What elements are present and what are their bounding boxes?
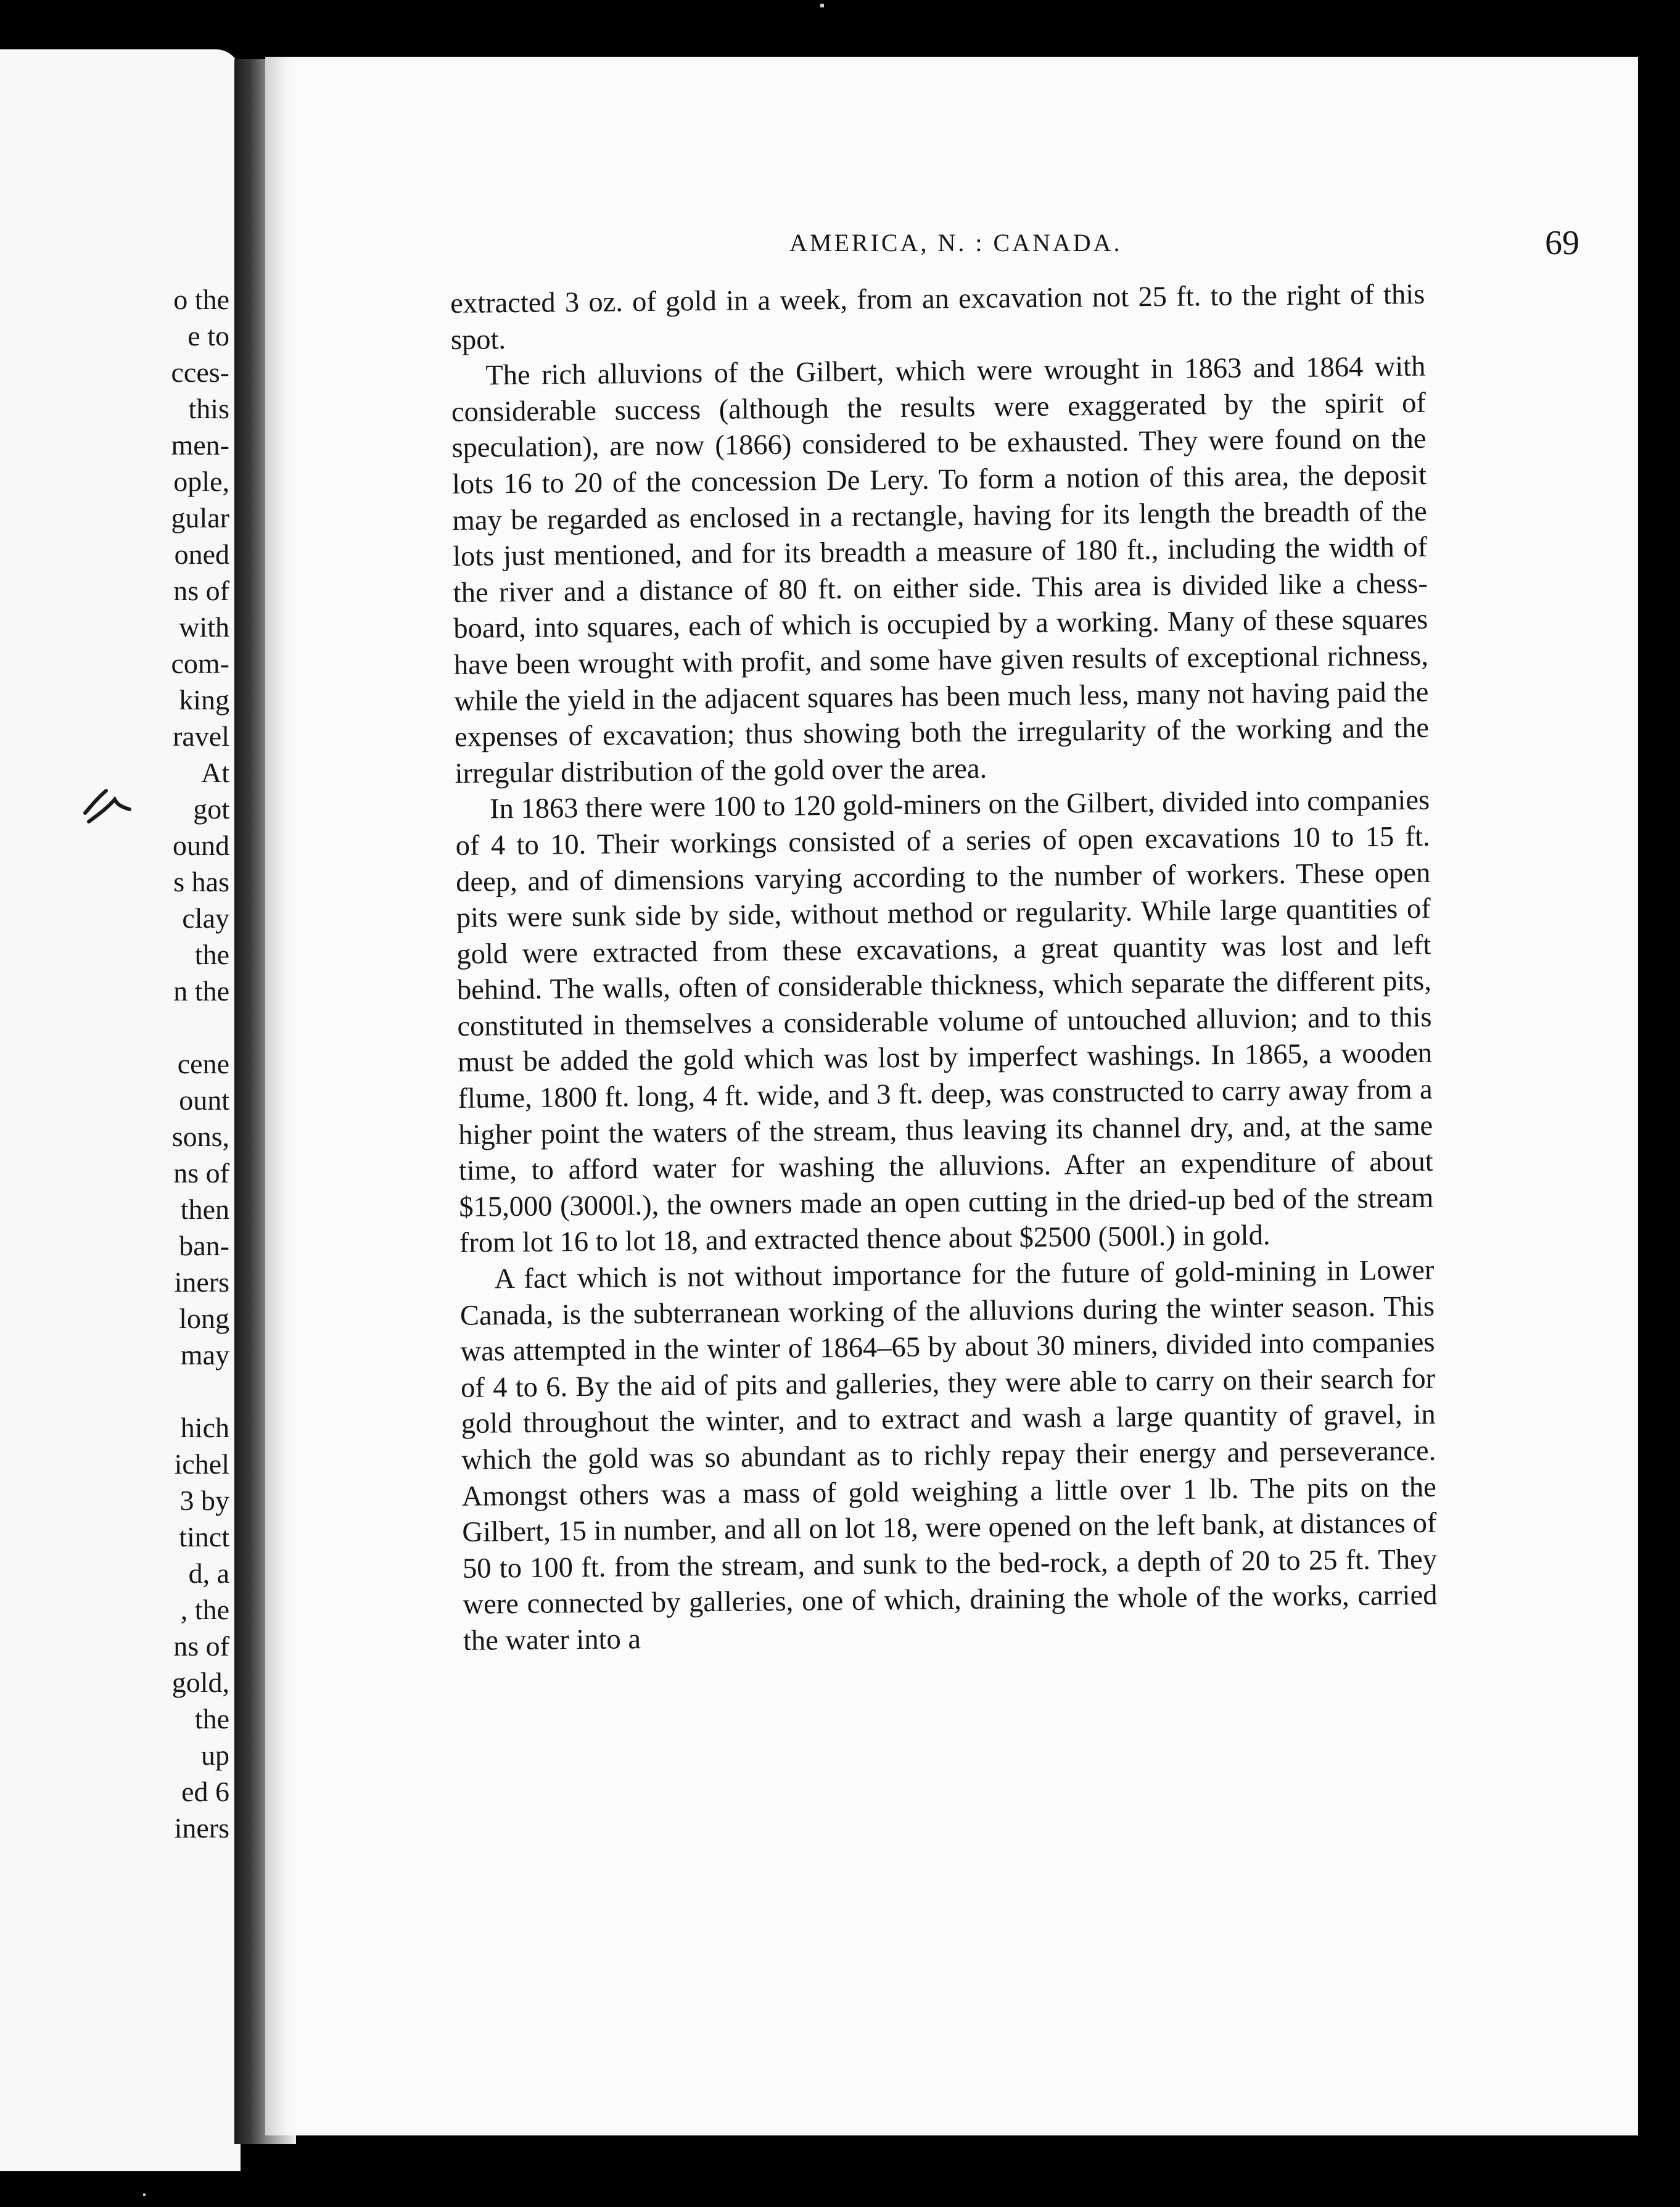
previous-page-line: ount <box>179 1084 229 1116</box>
previous-page-line: s has <box>173 866 229 897</box>
previous-page-text <box>7 281 229 1846</box>
previous-page-line: ns of <box>173 575 229 606</box>
previous-page-line: men- <box>171 429 229 461</box>
previous-page-line: ban- <box>179 1230 229 1261</box>
current-page <box>265 57 1638 2135</box>
previous-page-line: 3 by <box>179 1485 229 1516</box>
previous-page-line: ed 6 <box>181 1776 229 1807</box>
previous-page-line: ns of <box>173 1157 229 1189</box>
previous-page-line: long <box>179 1303 229 1334</box>
scan-speck <box>820 4 824 7</box>
paragraph: In 1863 there were 100 to 120 gold-miners on the Gilbert, divided into companies of 4 to 10. Their workings consisted of a series of open excavations 10 to 15 ft. deep, and of dimensions varying according to the number of workers. These open pits were sunk side by side, without method or regularity. While large quantities of gold were extracted from these excavations, a great quantity was lost and left behind. The walls, often of considerable thickness, which separate the different pits, constituted in themselves a considerable volume of untouched alluvion; and to this must be added the gold which was lost by imperfect washings. In 1865, a wooden flume, 1800 ft. long, 4 ft. wide, and 3 ft. deep, was constructed to carry away from a higher point the waters of the stream, thus leaving its channel dry, and, at the same time, to afford water for washing the alluvions. After an expenditure of about $15,000 (3000l.), the owners made an open cutting in the dried-up bed of the stream from lot 16 to lot 18, and extracted thence about $2500 (500l.) in gold. <box>455 785 1434 1260</box>
previous-page-line: com- <box>171 648 229 679</box>
previous-page-line: gular <box>171 502 229 534</box>
page-body <box>450 277 1438 1660</box>
scan-speck <box>143 2193 146 2196</box>
handwritten-margin-mark <box>80 786 136 829</box>
previous-page-line: n the <box>173 975 229 1007</box>
previous-page-line: hich <box>180 1412 229 1443</box>
paragraph: The rich alluvions of the Gilbert, which were wrought in 1863 and 1864 with considerable success (although the results were exaggerated by the spirit of speculation), are now (1866) considered to be exhausted. They were found on the lots 16 to 20 of the concession De Lery. To form a notion of this area, the deposit may be regarded as enclosed in a rectangle, having for its length the breadth of the lots just mentioned, and for its breadth a measure of 180 ft., including the width of the river and a distance of 80 ft. on either side. This area is divided like a chess-board, into squares, each of which is occupied by a working. Many of these squares have been wrought with profit, and some have given results of exceptional richness, while the yield in the adjacent squares has been much less, many not having paid the expenses of excavation; thus showing both the irregularity of the working and the irregular distribution of the gold over the area. <box>451 351 1430 790</box>
previous-page-line: oned <box>174 538 229 570</box>
previous-page-line: o the <box>173 284 229 315</box>
previous-page-line: clay <box>182 902 229 934</box>
previous-page-line: this <box>188 393 229 424</box>
previous-page-line: iners <box>174 1812 229 1844</box>
previous-page-line: ravel <box>173 720 229 752</box>
previous-page-line: sons, <box>171 1121 229 1152</box>
previous-page-line: ichel <box>174 1448 229 1480</box>
previous-page-gap <box>7 1373 229 1409</box>
previous-page-line: the <box>194 1703 229 1735</box>
previous-page <box>0 49 241 2171</box>
previous-page-line: got <box>193 793 229 825</box>
previous-page-line: ns of <box>173 1630 229 1662</box>
previous-page-line: iners <box>174 1266 229 1298</box>
previous-page-line: king <box>179 684 229 716</box>
previous-page-line: may <box>180 1339 229 1371</box>
previous-page-gap <box>7 1009 229 1046</box>
previous-page-line: up <box>201 1739 229 1771</box>
running-head: AMERICA, N. : CANADA. <box>789 229 1122 257</box>
previous-page-line: then <box>180 1194 229 1225</box>
previous-page-line: cene <box>177 1048 229 1079</box>
previous-page-line: the <box>194 939 229 970</box>
previous-page-line: cces- <box>171 357 229 388</box>
previous-page-line: ound <box>173 830 229 861</box>
previous-page-line: with <box>179 611 229 643</box>
page-number: 69 <box>1545 224 1579 262</box>
paragraph: A fact which is not without importance for the future of gold-mining in Lower Canada, is the subterranean working of the alluvions during the winter season. This was attempted in the winter of 1864–65 by about 30 miners, divided into companies of 4 to 6. By the aid of pits and galleries, they were able to carry on their search for gold throughout the winter, and to extract and wash a large quantity of gravel, in which the gold was so abundant as to richly repay their energy and perseverance. Amongst others was a mass of gold weighing a little over 1 lb. The pits on the Gilbert, 15 in number, and all on lot 18, were opened on the left bank, at distances of 50 to 100 ft. from the stream, and sunk to the bed-rock, a depth of 20 to 25 ft. They were connected by galleries, one of which, draining the whole of the works, carried the water into a <box>459 1254 1438 1657</box>
previous-page-line: d, a <box>188 1557 229 1589</box>
previous-page-line: ople, <box>173 466 229 497</box>
previous-page-line: At <box>201 757 229 788</box>
previous-page-line: tinct <box>179 1521 229 1553</box>
paragraph-continued: extracted 3 oz. of gold in a week, from an excavation not 25 ft. to the right of this spot. <box>450 278 1425 356</box>
previous-page-line: e to <box>187 320 229 352</box>
previous-page-line: gold, <box>171 1667 229 1698</box>
previous-page-line: , the <box>180 1594 229 1625</box>
